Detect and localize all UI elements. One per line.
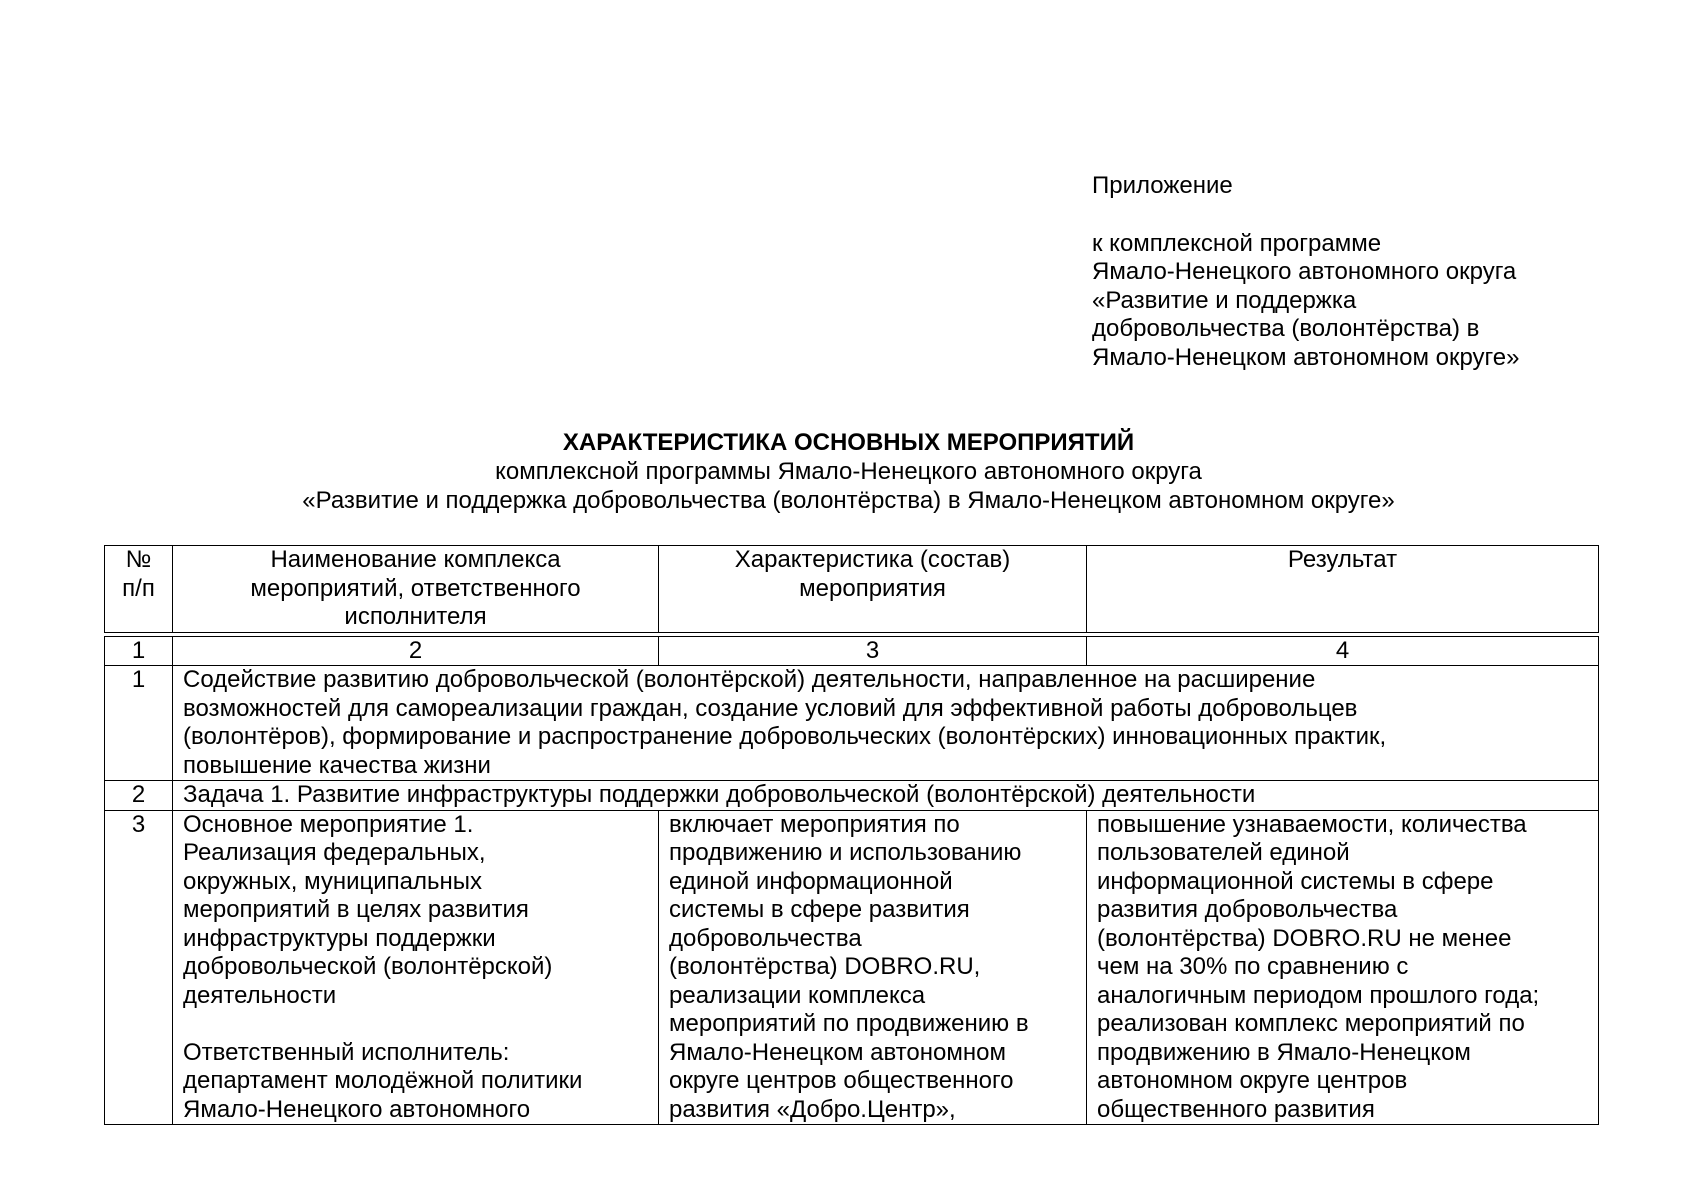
table-row bbox=[105, 810, 1599, 1125]
appendix-line: Ямало-Ненецком автономном округе» bbox=[1092, 343, 1520, 371]
column-number: 3 bbox=[659, 636, 1087, 666]
measure-characteristic: включает мероприятия по продвижению и использованию единой информационной системы в сфере развития добровольчества (волонтёрства) DOBRO.RU, реализации комплекса мероприятий по продвижению в Ямало-Ненецком автономном округе центров общественного развития «Добро.Центр», bbox=[659, 810, 1087, 1125]
row-number: 2 bbox=[105, 781, 173, 811]
table-row bbox=[105, 666, 1599, 781]
task-text: Задача 1. Развитие инфраструктуры поддержки добровольческой (волонтёрской) деятельности bbox=[173, 781, 1599, 811]
appendix-line: к комплексной программе bbox=[1092, 229, 1382, 257]
appendix-line: «Развитие и поддержка bbox=[1092, 286, 1357, 314]
measure-result: повышение узнаваемости, количества пользователей единой информационной системы в сфере развития добровольчества (волонтёрства) DOBRO.RU не менее чем на 30% по сравнению с аналогичным периодом прошлого года; реализован комплекс мероприятий по продвижению в Ямало-Ненецком автономном округе центров общественного развития bbox=[1087, 810, 1599, 1125]
subtitle-line: «Развитие и поддержка добровольчества (волонтёрства) в Ямало-Ненецком автономном округе» bbox=[302, 487, 1395, 514]
measure-name-cell bbox=[173, 810, 659, 1125]
column-number: 2 bbox=[173, 636, 659, 666]
table-row bbox=[105, 781, 1599, 811]
appendix-line: Ямало-Ненецкого автономного округа bbox=[1092, 258, 1517, 285]
header-name: Наименование комплекса мероприятий, ответственного исполнителя bbox=[173, 546, 659, 633]
main-title: ХАРАКТЕРИСТИКА ОСНОВНЫХ МЕРОПРИЯТИЙ bbox=[562, 429, 1135, 456]
header-num: № п/п bbox=[105, 546, 173, 633]
subtitle-line: комплексной программы Ямало-Ненецкого автономного округа bbox=[495, 458, 1202, 485]
table-header-row bbox=[105, 546, 1599, 633]
header-characteristic: Характеристика (состав) мероприятия bbox=[659, 546, 1087, 633]
document-title bbox=[0, 428, 1697, 515]
goal-text: Содействие развитию добровольческой (волонтёрской) деятельности, направленное на расширение возможностей для самореализации граждан, создание условий для эффективной работы добровольцев (волонтёров), формирование и распространение добровольческих (волонтёрских) инновационных практик, повышение качества жизни bbox=[173, 666, 1599, 781]
column-number: 4 bbox=[1087, 636, 1599, 666]
appendix-label: Приложение bbox=[1092, 172, 1233, 199]
measure-name: Основное мероприятие 1. Реализация федеральных, окружных, муниципальных мероприятий в целях развития инфраструктуры поддержки добровольческой (волонтёрской) деятельности bbox=[183, 810, 553, 1009]
appendix-block bbox=[1092, 172, 1612, 372]
header-result: Результат bbox=[1087, 546, 1599, 633]
row-number: 3 bbox=[105, 810, 173, 1125]
measure-executor: Ответственный исполнитель: департамент молодёжной политики Ямало-Ненецкого автономного bbox=[183, 1038, 583, 1123]
column-number-row bbox=[105, 636, 1599, 666]
row-number: 1 bbox=[105, 666, 173, 781]
column-number: 1 bbox=[105, 636, 173, 666]
measures-table bbox=[104, 545, 1599, 1125]
appendix-line: добровольчества (волонтёрства) в bbox=[1092, 315, 1480, 342]
